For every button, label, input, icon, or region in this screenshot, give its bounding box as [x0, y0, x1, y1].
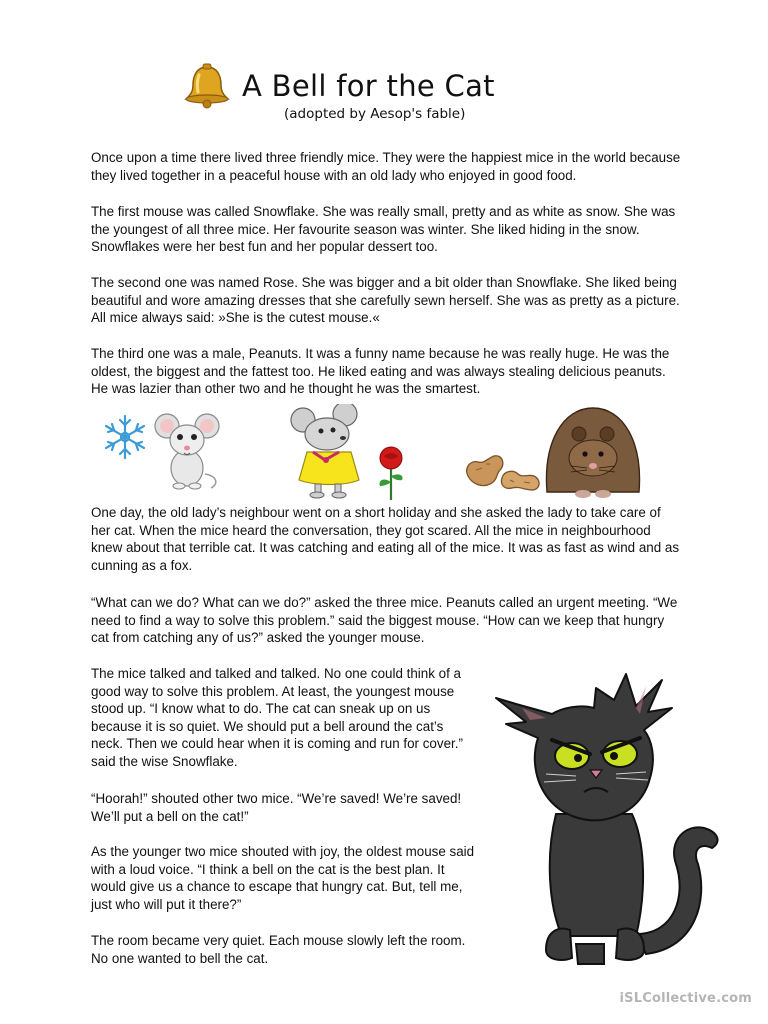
title-row — [182, 64, 495, 108]
peanuts-image — [462, 442, 544, 494]
white-mouse-image — [153, 404, 223, 490]
story-paragraph: The room became very quiet. Each mouse slowly left the room. No one wanted to bell the cat. — [91, 933, 466, 966]
story-paragraph: As the younger two mice shouted with joy, the oldest mouse said with a loud voice. “I think a bell on the cat is the best plan. It would give us a chance to escape that hungry cat. But, tell me, just who will put it there?” — [91, 844, 475, 912]
story-paragraph: “Hoorah!” shouted other two mice. “We’re saved! We’re saved! We’ll put a bell on the cat!” — [91, 791, 462, 824]
story-paragraph: “What can we do? What can we do?” asked the three mice. Peanuts called an urgent meeting. “We need to find a way to solve this problem.” said the biggest mouse. “How can we keep that hungry cat from catching any of us?” asked the younger mouse. — [91, 595, 678, 646]
page-subtitle: (adopted by Aesop's fable) — [284, 106, 466, 122]
page-title: A Bell for the Cat — [242, 69, 495, 103]
bell-icon — [182, 63, 232, 109]
story-paragraph: The mice talked and talked and talked. No one could think of a good way to solve this problem. At least, the youngest mouse stood up. “I know what to do. The cat can sneak up on us because it is so quiet. We should put a bell around the cat’s neck. Then we could hear when it is coming and run for cover.” said the wise Snowflake. — [91, 666, 463, 769]
rose-icon — [372, 446, 410, 502]
dressed-mouse-image — [285, 404, 373, 500]
black-cat-image — [486, 664, 726, 974]
fat-mouse-image — [543, 402, 643, 500]
story-paragraph: The first mouse was called Snowflake. She was really small, pretty and as white as snow. She was the youngest of all three mice. Her favourite season was winter. She liked hiding in the snow. Snowflakes were her best fun and her popular dessert too. — [91, 204, 676, 255]
story-paragraph: The third one was a male, Peanuts. It was a funny name because he was really huge. He was the oldest, the biggest and the fattest too. He liked eating and was always stealing delicious peanuts. He was lazier than other two and he thought he was the smartest. — [91, 346, 670, 397]
story-paragraph: The second one was named Rose. She was bigger and a bit older than Snowflake. She liked being beautiful and wore amazing dresses that she carefully sewn herself. She was as pretty as a picture. All mice always said: »She is the cutest mouse.« — [91, 275, 680, 326]
story-paragraph: Once upon a time there lived three friendly mice. They were the happiest mice in the world because they lived together in a peaceful house with an old lady who enjoyed in good food. — [91, 150, 681, 183]
watermark: iSLCollective.com — [619, 991, 752, 1006]
snowflake-icon — [100, 413, 150, 461]
story-paragraph: One day, the old lady’s neighbour went on a short holiday and she asked the lady to take care of her cat. When the mice heard the conversation, they got scared. All the mice in neighbourhood knew about that terrible cat. It was catching and eating all of the mice. It was as fast as wind and as cunning as a fox. — [91, 505, 680, 573]
